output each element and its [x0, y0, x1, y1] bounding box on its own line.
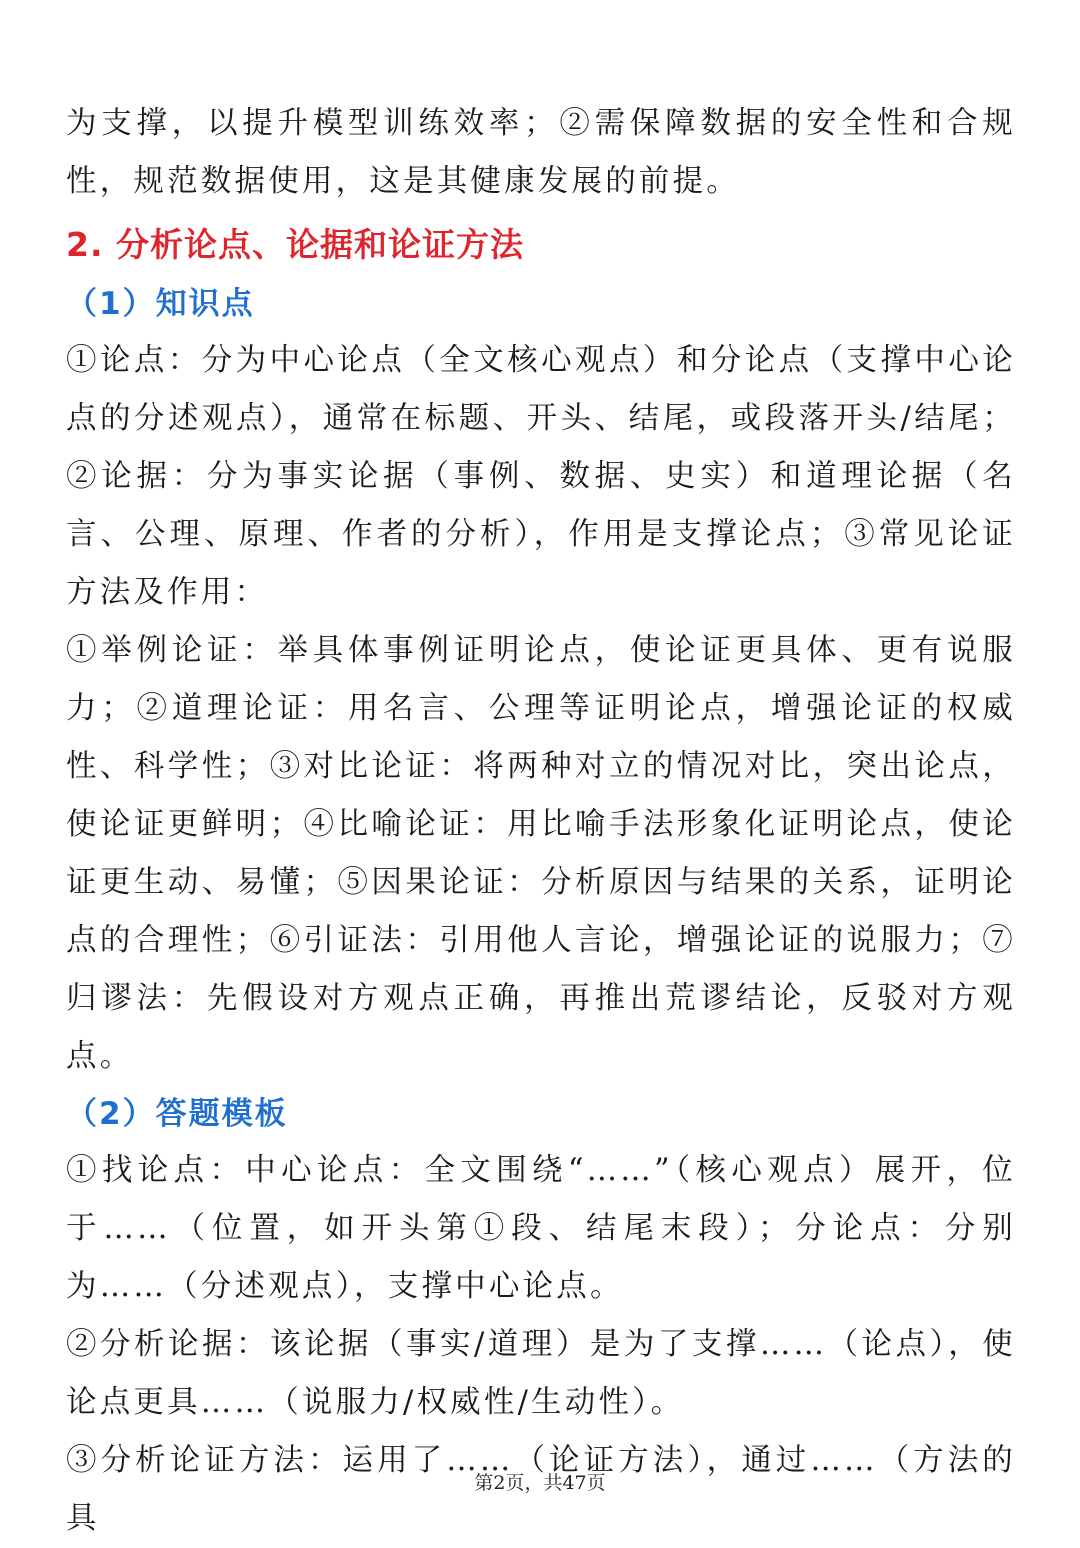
template-item-find-argument: ①找论点：中心论点：全文围绕“……”（核心观点）展开，位于……（位置，如开头第①段、结尾末段）；分论点：分别为……（分述观点），支撑中心论点。 — [66, 1153, 1016, 1304]
methods-paragraph: ①举例论证：举具体事例证明论点，使论证更具体、更有说服力；②道理论证：用名言、公理等证明论点，增强论证的权威性、科学性；③对比论证：将两种对立的情况对比，突出论点，使论证更鲜明；④比喻论证：用比喻手法形象化证明论点，使论证更生动、易懂；⑤因果论证：分析原因与结果的关系，证明论点的合理性；⑥引证法：引用他人言论，增强论证的说服力；⑦归谬法：先假设对方观点正确，再推出荒谬结论，反驳对方观点。 — [66, 633, 1016, 1074]
knowledge-paragraph: ①论点：分为中心论点（全文核心观点）和分论点（支撑中心论点的分述观点），通常在标题、开头、结尾，或段落开头/结尾；②论据：分为事实论据（事例、数据、史实）和道理论据（名言、公理、原理、作者的分析），作用是支撑论点；③常见论证方法及作用： — [66, 343, 1016, 610]
template-item-analyze-method: ③分析论证方法：运用了……（论证方法），通过……（方法的具 — [66, 1443, 1016, 1536]
intro-paragraph: 为支撑，以提升模型训练效率；②需保障数据的安全性和合规性，规范数据使用，这是其健康发展的前提。 — [66, 106, 1016, 199]
template-item-analyze-evidence: ②分析论据：该论据（事实/道理）是为了支撑……（论点），使论点更具……（说服力/权威性/生动性）。 — [66, 1327, 1016, 1420]
document-body — [66, 95, 1016, 1548]
subsection-heading-knowledge: （1）知识点 — [66, 286, 255, 322]
page-number-footer: 第2页，共47页 — [474, 1472, 606, 1494]
section-heading: 2. 分析论点、论据和论证方法 — [66, 225, 524, 264]
subsection-heading-template: （2）答题模板 — [66, 1096, 288, 1132]
